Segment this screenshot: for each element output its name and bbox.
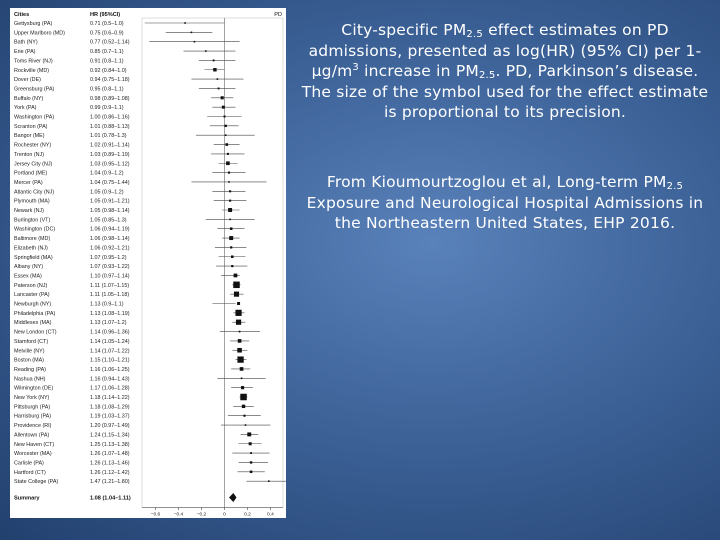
city-label: Burlington (VT) xyxy=(14,217,51,224)
city-label: Rochester (NY) xyxy=(14,142,52,149)
effect-estimate xyxy=(250,461,252,463)
city-label: Stamford (CT) xyxy=(14,338,49,345)
hr-ci-label: 0.94 (0.75–1.18) xyxy=(90,77,130,84)
hr-ci-label: 1.26 (1.07–1.48) xyxy=(90,451,130,458)
city-label: Melville (NY) xyxy=(14,348,45,355)
city-label: Greensburg (PA) xyxy=(14,86,55,93)
city-label: Albany (NY) xyxy=(14,264,44,271)
city-label: Gettysburg (PA) xyxy=(14,21,53,27)
hr-ci-label: 1.15 (1.10–1.21) xyxy=(90,357,130,364)
column-header-cities: Cities xyxy=(14,12,30,18)
city-label: New Haven (CT) xyxy=(14,441,55,448)
hr-ci-label: 1.06 (0.92–1.21) xyxy=(90,245,130,252)
effect-estimate xyxy=(213,59,215,61)
hr-ci-label: 1.20 (0.97–1.49) xyxy=(90,423,130,430)
city-label: Essex (MA) xyxy=(14,273,42,280)
effect-estimate xyxy=(229,200,231,202)
effect-estimate xyxy=(228,181,230,183)
citation-subscript: 2.5 xyxy=(666,181,684,192)
city-label: State College (PA) xyxy=(14,479,59,486)
city-label: Atlantic City (NJ) xyxy=(14,189,55,196)
city-label: Newark (NJ) xyxy=(14,208,44,214)
city-label: Middlesex (MA) xyxy=(14,320,52,327)
city-label: Lancaster (PA) xyxy=(14,292,50,299)
citation-text: From Kioumourtzoglou et al, Long-term PM xyxy=(326,173,667,191)
hr-ci-label: 0.77 (0.52–1.14) xyxy=(90,39,130,46)
effect-estimate xyxy=(237,348,242,353)
effect-estimate xyxy=(239,331,241,333)
effect-estimate xyxy=(213,68,216,71)
effect-estimate xyxy=(237,302,240,305)
hr-ci-label: 0.91 (0.8–1.1) xyxy=(90,58,124,65)
hr-ci-label: 1.18 (1.14–1.22) xyxy=(90,395,130,401)
city-label: Washington (DC) xyxy=(14,226,56,233)
city-label: York (PA) xyxy=(14,105,37,112)
city-label: Jersey City (NJ) xyxy=(14,161,53,168)
effect-estimate xyxy=(217,78,219,80)
city-label: Buffalo (NY) xyxy=(14,95,44,102)
city-label: Allentown (PA) xyxy=(14,432,50,439)
hr-ci-label: 1.05 (0.9–1.2) xyxy=(90,189,124,196)
effect-estimate xyxy=(229,190,231,192)
effect-estimate xyxy=(225,134,227,136)
effect-estimate xyxy=(231,255,234,258)
hr-ci-label: 1.01 (0.78–1.3) xyxy=(90,133,127,140)
city-label: Elizabeth (NJ) xyxy=(14,245,48,252)
hr-ci-label: 1.25 (1.13–1.38) xyxy=(90,441,130,448)
effect-estimate xyxy=(221,96,224,99)
hr-ci-label: 0.95 (0.8–1.1) xyxy=(90,86,124,93)
effect-estimate xyxy=(241,378,243,380)
city-label: Washington (PA) xyxy=(14,114,55,121)
effect-estimate xyxy=(224,125,226,127)
city-label: New York (NY) xyxy=(14,395,50,401)
city-label: Harrisburg (PA) xyxy=(14,413,52,420)
effect-estimate xyxy=(231,265,233,267)
city-label: Bath (NY) xyxy=(14,39,38,46)
hr-ci-label: 1.13 (1.07–1.2) xyxy=(90,320,127,327)
hr-ci-label: 1.14 (1.07–1.22) xyxy=(90,348,130,355)
hr-ci-label: 1.47 (1.21–1.80) xyxy=(90,479,130,486)
effect-estimate xyxy=(236,320,241,325)
column-header-hr: HR (95%CI) xyxy=(90,12,121,18)
effect-estimate xyxy=(250,471,253,474)
hr-ci-label: 1.26 (1.12–1.42) xyxy=(90,469,130,476)
effect-estimate xyxy=(241,386,244,389)
city-label: Portland (ME) xyxy=(14,170,48,177)
city-label: Rockville (MD) xyxy=(14,67,50,74)
effect-estimate xyxy=(238,339,242,343)
hr-ci-label: 1.24 (1.15–1.34) xyxy=(90,432,130,439)
effect-estimate xyxy=(247,432,251,436)
figure-caption xyxy=(298,20,712,123)
hr-ci-label: 1.16 (0.94–1.43) xyxy=(90,376,130,383)
effect-estimate xyxy=(228,172,230,174)
caption-superscript: 3 xyxy=(352,62,359,73)
effect-estimate xyxy=(229,236,233,240)
x-tick-label: −0.4 xyxy=(173,512,184,518)
x-tick-label: 0 xyxy=(223,512,226,518)
city-label: Upper Marlboro (MD) xyxy=(14,30,65,37)
city-label: Providence (RI) xyxy=(14,423,52,430)
hr-ci-label: 1.04 (0.9–1.2) xyxy=(90,170,124,177)
effect-estimate xyxy=(240,394,247,401)
effect-estimate xyxy=(194,41,196,43)
caption-text: increase in PM xyxy=(358,62,479,80)
effect-estimate xyxy=(228,208,232,212)
city-label: Baltimore (MD) xyxy=(14,236,51,243)
effect-estimate xyxy=(230,246,232,248)
hr-ci-label: 1.00 (0.86–1.16) xyxy=(90,114,130,121)
effect-estimate xyxy=(235,310,241,316)
hr-ci-label: 1.17 (1.06–1.28) xyxy=(90,385,130,392)
hr-ci-label: 0.75 (0.6–0.9) xyxy=(90,30,124,37)
city-label: Plymouth (MA) xyxy=(14,198,50,205)
hr-ci-label: 1.07 (0.93–1.22) xyxy=(90,264,130,271)
hr-ci-label: 1.05 (0.98–1.14) xyxy=(90,208,130,214)
effect-estimate xyxy=(225,143,228,146)
effect-estimate xyxy=(184,22,186,24)
city-label: Trenton (NJ) xyxy=(14,151,45,158)
hr-ci-label: 0.99 (0.9–1.1) xyxy=(90,105,124,112)
city-label: Boston (MA) xyxy=(14,357,44,364)
hr-ci-label: 0.71 (0.5–1.0) xyxy=(90,21,124,27)
effect-estimate xyxy=(223,115,225,117)
x-tick-label: 0.4 xyxy=(267,512,274,518)
effect-estimate xyxy=(237,356,243,362)
effect-estimate xyxy=(268,480,270,482)
effect-estimate xyxy=(245,424,247,426)
city-label: Reading (PA) xyxy=(14,366,46,373)
effect-estimate xyxy=(229,219,231,221)
city-label: Toms River (NJ) xyxy=(14,58,53,65)
effect-estimate xyxy=(242,405,245,408)
hr-ci-label: 1.03 (0.89–1.19) xyxy=(90,151,130,158)
caption-subscript: 2.5 xyxy=(466,29,483,40)
effect-estimate xyxy=(249,442,252,445)
hr-ci-label: 1.05 (0.85–1.3) xyxy=(90,217,127,224)
citation-text: Exposure and Neurological Hospital Admissions in the Northeastern United States, EHP 2016. xyxy=(306,193,704,232)
hr-ci-label: 0.92 (0.84–1.0) xyxy=(90,67,127,74)
plot-frame xyxy=(142,18,283,508)
forest-plot xyxy=(10,8,286,518)
city-label: Pittsburgh (PA) xyxy=(14,404,51,411)
summary-diamond xyxy=(229,493,236,502)
effect-estimate xyxy=(233,282,240,289)
effect-estimate xyxy=(243,415,245,417)
effect-estimate xyxy=(226,161,230,165)
summary-label: Summary xyxy=(14,495,40,502)
effect-estimate xyxy=(218,88,220,90)
x-tick-label: 0.2 xyxy=(244,512,251,518)
city-label: Springfield (MA) xyxy=(14,254,53,261)
x-tick-label: −0.6 xyxy=(150,512,161,518)
city-label: Worcester (MA) xyxy=(14,451,52,458)
hr-ci-label: 1.18 (1.08–1.29) xyxy=(90,404,130,411)
hr-ci-label: 1.05 (0.91–1.21) xyxy=(90,198,130,205)
hr-ci-label: 1.04 (0.75–1.44) xyxy=(90,179,130,186)
caption-text: . PD, Parkinson’s disease. The size of the symbol used for the effect estimate is proportional to its precision. xyxy=(301,62,709,121)
city-label: Newburgh (NY) xyxy=(14,301,52,308)
hr-ci-label: 1.26 (1.13–1.46) xyxy=(90,460,130,467)
effect-estimate xyxy=(250,452,252,454)
city-label: Nashua (NH) xyxy=(14,376,46,383)
source-citation xyxy=(298,172,712,234)
hr-ci-label: 1.11 (1.05–1.18) xyxy=(90,292,130,299)
hr-ci-label: 1.02 (0.91–1.14) xyxy=(90,142,130,149)
hr-ci-label: 1.11 (1.07–1.15) xyxy=(90,282,130,289)
column-header-plot: PD xyxy=(274,12,282,18)
effect-estimate xyxy=(234,292,239,297)
hr-ci-label: 1.14 (0.96–1.36) xyxy=(90,329,130,336)
city-label: Philadelphia (PA) xyxy=(14,310,56,317)
effect-estimate xyxy=(191,32,193,34)
caption-text: City-specific PM xyxy=(341,21,467,39)
city-label: Dover (DE) xyxy=(14,77,41,84)
city-label: Scranton (PA) xyxy=(14,123,48,130)
hr-ci-label: 0.98 (0.89–1.08) xyxy=(90,95,130,102)
caption-subscript: 2.5 xyxy=(478,70,496,81)
hr-ci-label: 1.03 (0.95–1.12) xyxy=(90,161,130,168)
effect-estimate xyxy=(205,50,207,52)
hr-ci-label: 1.10 (0.97–1.14) xyxy=(90,273,130,280)
hr-ci-label: 1.06 (0.98–1.14) xyxy=(90,236,130,243)
x-tick-label: −0.2 xyxy=(196,512,207,518)
hr-ci-label: 1.07 (0.95–1.2) xyxy=(90,254,127,261)
effect-estimate xyxy=(240,367,244,371)
effect-estimate xyxy=(222,106,225,109)
city-label: Hartford (CT) xyxy=(14,469,46,476)
hr-ci-label: 1.14 (1.05–1.24) xyxy=(90,338,130,345)
hr-ci-label: 1.13 (0.9–1.1) xyxy=(90,301,124,308)
city-label: Wilmington (DE) xyxy=(14,385,54,392)
city-label: Mercer (PA) xyxy=(14,179,43,186)
hr-ci-label: 1.13 (1.08–1.19) xyxy=(90,310,130,317)
caption-text: effect estimates on PD admissions, presented as log(HR) (95% CI) per 1-µg/m xyxy=(308,21,702,80)
hr-ci-label: 1.01 (0.88–1.13) xyxy=(90,123,130,130)
city-label: Bangor (ME) xyxy=(14,133,45,140)
summary-hr-label: 1.08 (1.04–1.11) xyxy=(90,495,131,502)
city-label: Paterson (NJ) xyxy=(14,282,48,289)
city-label: Carlisle (PA) xyxy=(14,460,44,467)
effect-estimate xyxy=(227,153,229,155)
hr-ci-label: 1.16 (1.06–1.25) xyxy=(90,366,130,373)
effect-estimate xyxy=(234,274,238,278)
hr-ci-label: 1.06 (0.94–1.19) xyxy=(90,226,130,233)
city-label: Erie (PA) xyxy=(14,49,36,56)
hr-ci-label: 1.19 (1.03–1.37) xyxy=(90,413,130,420)
effect-estimate xyxy=(230,227,233,230)
city-label: New London (CT) xyxy=(14,329,57,336)
hr-ci-label: 0.85 (0.7–1.1) xyxy=(90,49,124,56)
